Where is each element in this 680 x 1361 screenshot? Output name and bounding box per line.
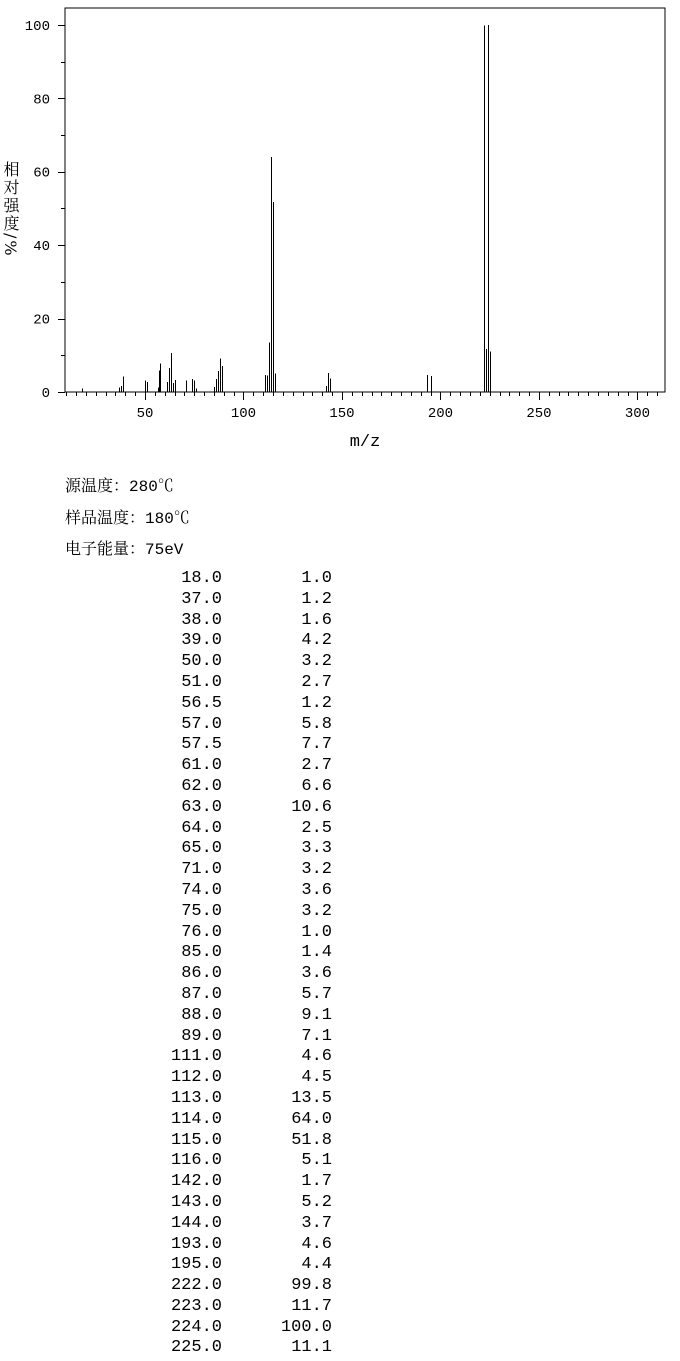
x-axis-label: m/z	[349, 433, 381, 452]
peak-intensity-value: 3.2	[301, 652, 332, 672]
peak-table-row	[0, 1235, 360, 1256]
peak-intensity-value: 100.0	[280, 1317, 332, 1337]
peak-intensity-value: 1.2	[301, 589, 332, 609]
peak-table-row	[0, 1089, 360, 1110]
peak-table-row	[0, 1172, 360, 1193]
peak-mz-value: 18.0	[181, 569, 222, 588]
peak-table-row	[0, 1276, 360, 1297]
peak-mz-value: 76.0	[181, 922, 222, 942]
peak-table-row	[0, 1255, 360, 1276]
peak-intensity-value: 2.7	[301, 672, 332, 692]
peak-intensity-value: 1.0	[301, 922, 332, 942]
peak-mz-value: 143.0	[170, 1192, 222, 1212]
peak-intensity-value: 5.2	[301, 1192, 332, 1212]
peak-intensity-value: 5.8	[301, 714, 332, 734]
x-tick-label: 300	[624, 406, 651, 422]
peak-intensity-value: 3.2	[301, 901, 332, 921]
y-tick-label: 20	[33, 312, 50, 329]
peak-mz-value: 87.0	[181, 984, 222, 1004]
peak-intensity-value: 7.7	[301, 735, 332, 755]
y-tick-labels	[25, 19, 50, 402]
peak-mz-value: 74.0	[181, 880, 222, 900]
peak-table-row	[0, 777, 360, 798]
peak-intensity-value: 11.7	[291, 1296, 332, 1316]
peak-intensity-value: 4.2	[301, 631, 332, 651]
peak-mz-value: 65.0	[181, 839, 222, 859]
peak-intensity-value: 4.4	[301, 1255, 332, 1275]
peak-mz-value: 63.0	[181, 797, 222, 817]
peak-mz-value: 57.5	[181, 735, 222, 755]
peak-table-row	[0, 1338, 360, 1359]
x-axis-ticks	[67, 392, 658, 400]
x-tick-label: 200	[427, 406, 454, 422]
peak-table-row	[0, 1151, 360, 1172]
peak-mz-value: 222.0	[170, 1276, 222, 1296]
source-temperature: 源温度：280℃	[65, 478, 174, 496]
peak-mz-value: 85.0	[181, 943, 222, 963]
peak-mz-value: 193.0	[170, 1234, 222, 1254]
peak-intensity-value: 3.7	[301, 1213, 332, 1233]
peak-intensity-value: 6.6	[301, 776, 332, 796]
peak-mz-value: 57.0	[181, 714, 222, 734]
peak-mz-value: 38.0	[181, 610, 222, 630]
peak-table-row	[0, 1068, 360, 1089]
peak-mz-value: 115.0	[170, 1130, 222, 1150]
peak-intensity-value: 5.7	[301, 984, 332, 1004]
peak-table-row	[0, 611, 360, 632]
peak-mz-value: 71.0	[181, 860, 222, 880]
peak-intensity-value: 4.6	[301, 1047, 332, 1067]
peak-intensity-value: 1.2	[301, 693, 332, 713]
peak-intensity-value: 2.7	[301, 756, 332, 776]
peak-mz-value: 195.0	[170, 1255, 222, 1275]
peak-intensity-value: 1.7	[301, 1172, 332, 1192]
peak-intensity-value: 3.6	[301, 880, 332, 900]
x-tick-label: 100	[230, 406, 257, 422]
peak-intensity-value: 3.6	[301, 964, 332, 984]
peak-mz-value: 113.0	[170, 1088, 222, 1108]
peak-intensity-value: 51.8	[291, 1130, 332, 1150]
peak-mz-value: 62.0	[181, 776, 222, 796]
peak-table-row	[0, 1006, 360, 1027]
peak-table-row	[0, 1047, 360, 1068]
peak-table-row	[0, 694, 360, 715]
x-tick-labels	[137, 406, 650, 422]
peak-table-row	[0, 1214, 360, 1235]
y-tick-label: 60	[33, 165, 50, 182]
y-axis-ticks	[58, 26, 65, 393]
peak-mz-value: 50.0	[181, 652, 222, 672]
peak-mz-value: 61.0	[181, 756, 222, 776]
peak-intensity-value: 64.0	[291, 1109, 332, 1129]
peak-table-row	[0, 881, 360, 902]
peak-mz-value: 51.0	[181, 672, 222, 692]
peak-table-row	[0, 860, 360, 881]
y-tick-label: 0	[41, 386, 50, 402]
peak-table-row	[0, 715, 360, 736]
peak-table-row	[0, 590, 360, 611]
peak-table-row	[0, 923, 360, 944]
peak-mz-value: 56.5	[181, 693, 222, 713]
x-tick-label: 150	[329, 406, 355, 422]
peak-mz-value: 75.0	[181, 901, 222, 921]
x-tick-label: 50	[136, 406, 154, 422]
peak-intensity-value: 7.1	[301, 1026, 332, 1046]
peak-mz-value: 224.0	[170, 1317, 222, 1337]
peak-bars	[83, 25, 491, 392]
peak-intensity-value: 11.1	[291, 1338, 332, 1358]
peak-table	[0, 569, 360, 1359]
peak-table-row	[0, 652, 360, 673]
measurement-conditions	[65, 472, 190, 567]
peak-intensity-value: 10.6	[291, 797, 332, 817]
peak-intensity-value: 3.2	[301, 860, 332, 880]
peak-mz-value: 37.0	[181, 589, 222, 609]
sample-temperature: 样品温度：180℃	[65, 509, 190, 528]
peak-mz-value: 112.0	[170, 1068, 222, 1088]
peak-intensity-value: 13.5	[291, 1088, 332, 1108]
peak-mz-value: 39.0	[181, 631, 222, 651]
peak-table-row	[0, 839, 360, 860]
peak-mz-value: 111.0	[170, 1047, 222, 1067]
peak-intensity-value: 1.4	[301, 943, 332, 963]
peak-table-row	[0, 1131, 360, 1152]
peak-table-row	[0, 902, 360, 923]
peak-table-row	[0, 1318, 360, 1339]
mass-spectrum-chart	[0, 0, 680, 460]
peak-mz-value: 64.0	[181, 818, 222, 838]
peak-intensity-value: 2.5	[301, 818, 332, 838]
peak-table-row	[0, 985, 360, 1006]
peak-table-row	[0, 1110, 360, 1131]
x-tick-label: 250	[526, 406, 552, 422]
peak-intensity-value: 1.6	[301, 610, 332, 630]
peak-intensity-value: 3.3	[301, 839, 332, 859]
peak-intensity-value: 1.0	[301, 569, 332, 588]
peak-mz-value: 142.0	[170, 1172, 222, 1192]
peak-mz-value: 88.0	[181, 1005, 222, 1025]
peak-table-row	[0, 1027, 360, 1048]
peak-intensity-value: 4.5	[301, 1068, 332, 1088]
peak-mz-value: 144.0	[170, 1213, 222, 1233]
peak-table-row	[0, 569, 360, 590]
plot-frame	[65, 8, 665, 392]
y-axis-label: 相对强度/%	[1, 161, 20, 258]
peak-mz-value: 114.0	[170, 1109, 222, 1129]
y-tick-label: 80	[33, 92, 50, 109]
peak-table-row	[0, 631, 360, 652]
peak-table-row	[0, 1297, 360, 1318]
peak-mz-value: 223.0	[170, 1296, 222, 1316]
peak-mz-value: 116.0	[170, 1151, 222, 1171]
peak-mz-value: 89.0	[181, 1026, 222, 1046]
peak-intensity-value: 4.6	[301, 1234, 332, 1254]
peak-table-row	[0, 819, 360, 840]
y-tick-label: 100	[24, 18, 50, 35]
peak-table-row	[0, 1193, 360, 1214]
peak-table-row	[0, 756, 360, 777]
peak-table-row	[0, 964, 360, 985]
peak-table-row	[0, 798, 360, 819]
peak-table-row	[0, 943, 360, 964]
electron-energy: 电子能量：75eV	[65, 541, 184, 559]
peak-mz-value: 86.0	[181, 964, 222, 984]
peak-intensity-value: 5.1	[301, 1151, 332, 1171]
peak-intensity-value: 9.1	[301, 1005, 332, 1025]
peak-table-row	[0, 673, 360, 694]
peak-table-row	[0, 735, 360, 756]
peak-intensity-value: 99.8	[291, 1276, 332, 1296]
peak-mz-value: 225.0	[170, 1338, 222, 1358]
y-tick-label: 40	[33, 239, 50, 256]
